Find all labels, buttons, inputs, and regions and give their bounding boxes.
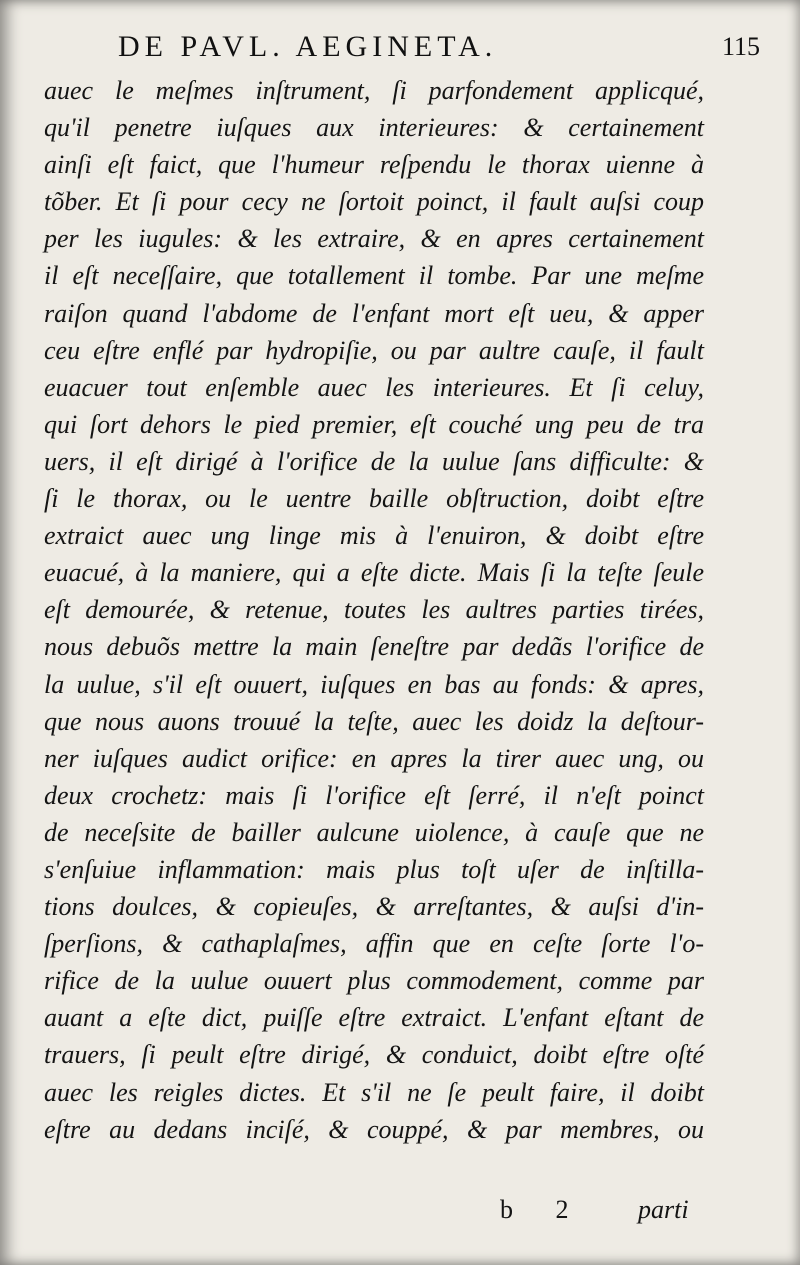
text-line: nous debuõs mettre la main ſeneſtre par dedãs l'orifice de	[44, 632, 704, 662]
text-line: qui ſort dehors le pied premier, eſt couché ung peu de tra	[44, 409, 704, 439]
text-line: la uulue, s'il eſt ouuert, iuſques en bas au fonds: & apres,	[44, 669, 704, 699]
text-line: per les iugules: & les extraire, & en apres certainement	[44, 224, 704, 254]
text-line: auant a eſte dict, puiſſe eſtre extraict. L'enfant eſtant de	[44, 1003, 704, 1033]
text-line: tõber. Et ſi pour cecy ne ſortoit poinct, il fault auſsi coup	[44, 187, 704, 217]
text-line: s'enſuiue inflammation: mais plus toſt uſer de inſtilla-	[44, 854, 704, 884]
text-line: que nous auons trouué la teſte, auec les doidz la deſtour-	[44, 706, 704, 736]
text-line: extraict auec ung linge mis à l'enuiron, & doibt eſtre	[44, 521, 704, 551]
text-line: tions doulces, & copieuſes, & arreſtantes, & auſsi d'in-	[44, 892, 704, 922]
running-head: DE PAVL. AEGINETA.	[118, 30, 498, 63]
text-line: ainſi eſt faict, que l'humeur reſpendu le thorax uienne à	[44, 150, 704, 180]
text-line: de neceſsite de bailler aulcune uiolence, à cauſe que ne	[44, 817, 704, 847]
text-block	[44, 72, 704, 1148]
text-line: raiſon quand l'abdome de l'enfant mort eſt ueu, & apper	[44, 298, 704, 328]
text-line: eſt demourée, & retenue, toutes les aultres parties tirées,	[44, 595, 704, 625]
text-line: eſtre au dedans inciſé, & couppé, & par membres, ou	[44, 1114, 704, 1144]
page-number: 115	[722, 32, 761, 61]
text-line: deux crochetz: mais ſi l'orifice eſt ſerré, il n'eſt poinct	[44, 780, 704, 810]
text-line: uers, il eſt dirigé à l'orifice de la uulue ſans difficulte: &	[44, 446, 704, 476]
text-line: euacuer tout enſemble auec les interieures. Et ſi celuy,	[44, 372, 704, 402]
page-footer	[0, 1195, 800, 1235]
text-line: euacué, à la maniere, qui a eſte dicte. Mais ſi la teſte ſeule	[44, 558, 704, 588]
text-line: ſi le thorax, ou le uentre baille obſtruction, doibt eſtre	[44, 484, 704, 514]
text-line: trauers, ſi peult eſtre dirigé, & conduict, doibt eſtre oſté	[44, 1040, 704, 1070]
text-line: ceu eſtre enflé par hydropiſie, ou par aultre cauſe, il fault	[44, 335, 704, 365]
text-line: il eſt neceſſaire, que totallement il tombe. Par une meſme	[44, 261, 704, 291]
text-line: qu'il penetre iuſques aux interieures: & certainement	[44, 113, 704, 143]
text-line: auec le meſmes inſtrument, ſi parfondement applicqué,	[44, 76, 704, 105]
text-line: ſperſions, & cathaplaſmes, affin que en ceſte ſorte l'o-	[44, 929, 704, 959]
signature-mark: b 2	[500, 1195, 569, 1224]
text-line: rifice de la uulue ouuert plus commodement, comme par	[44, 966, 704, 996]
text-line: auec les reigles dictes. Et s'il ne ſe peult faire, il doibt	[44, 1077, 704, 1107]
catchword: parti	[638, 1195, 689, 1224]
text-line: ner iuſques audict orifice: en apres la tirer auec ung, ou	[44, 743, 704, 773]
